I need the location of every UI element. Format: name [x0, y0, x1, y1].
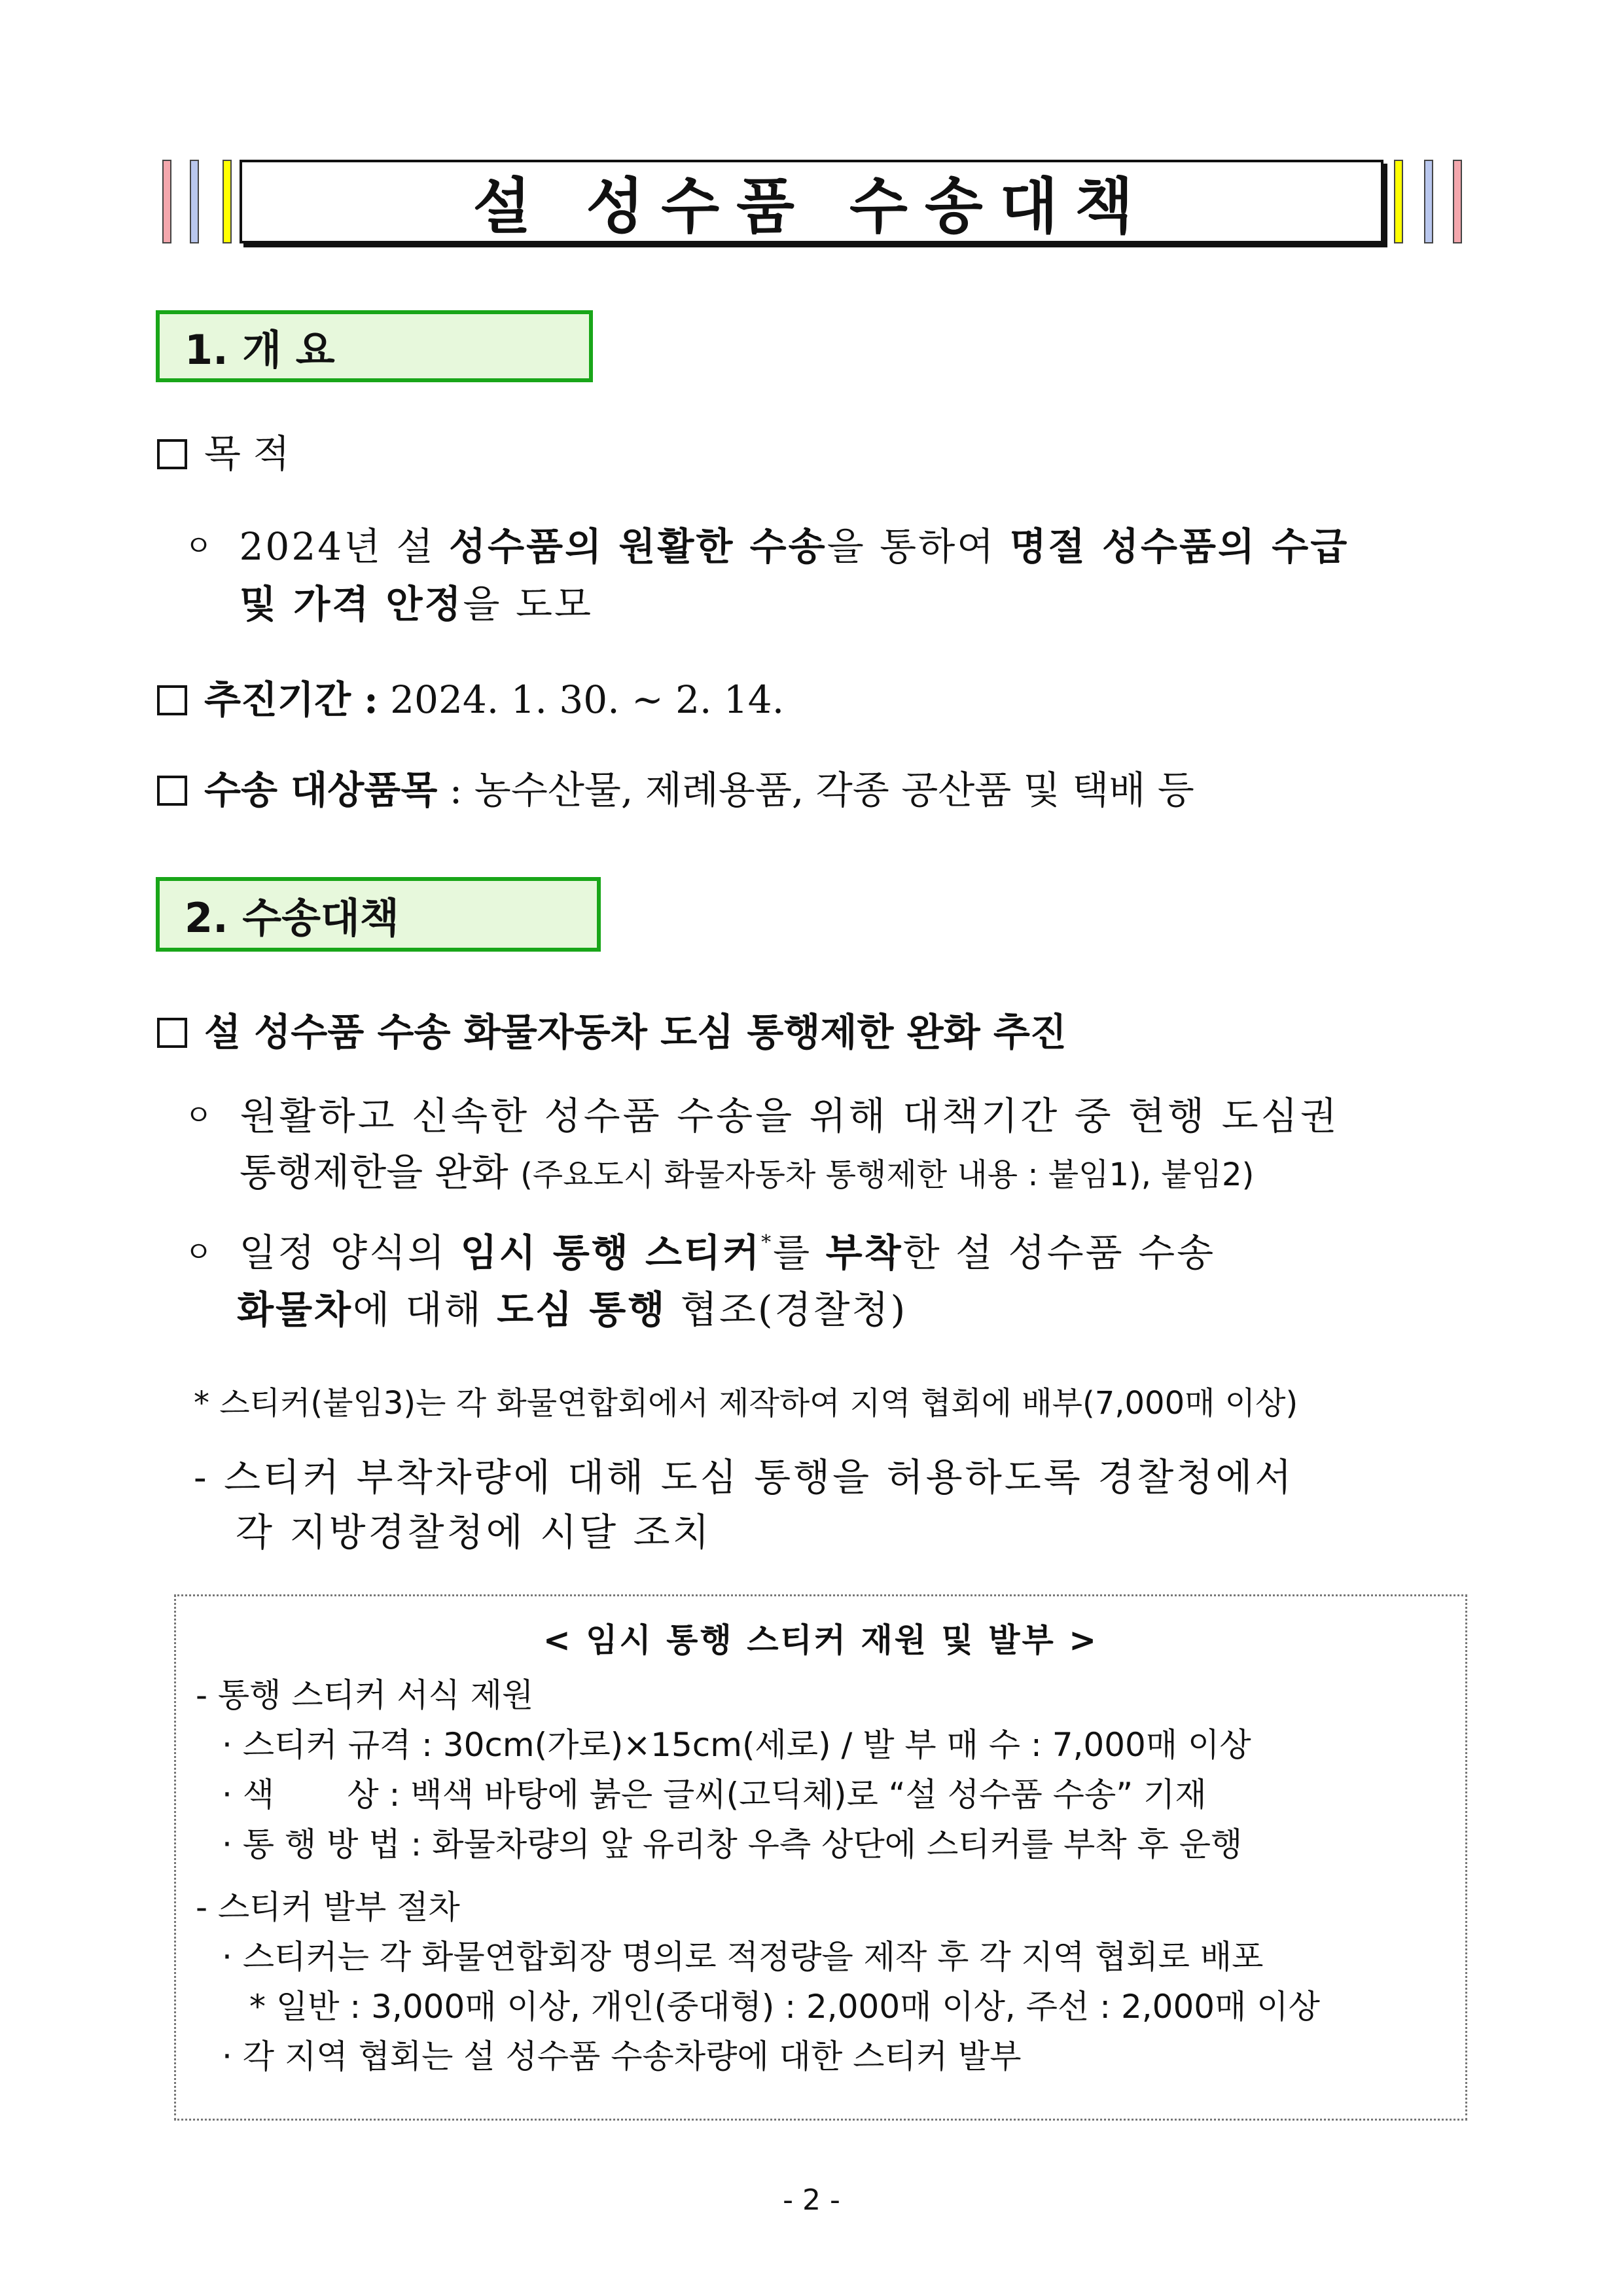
purpose-line-1: ㅇ 2024년 설 성수품의 원활한 수송을 통하여 명절 성수품의 수급	[185, 524, 1349, 569]
section-1-heading: 1. 개 요	[156, 310, 593, 382]
checkbox-square-icon	[157, 685, 187, 715]
dash-line-1: - 스티커 부착차량에 대해 도심 통행을 허용하도록 경찰청에서	[194, 1455, 1294, 1499]
sticker-info-box	[174, 1594, 1467, 2121]
spec-header: - 통행 스티커 서식 제원	[196, 1676, 534, 1714]
sticker-footnote: * 스티커(붙임3)는 각 화물연합회에서 제작하여 지역 협회에 배부(7,000매 이상)	[194, 1385, 1298, 1422]
spec-line-size: · 스티커 규격 : 30cm(가로)×15cm(세로) / 발 부 매 수 : 7,000매 이상	[222, 1726, 1251, 1764]
title-decoration-left-blue	[190, 160, 199, 243]
bullet-2-line-2: 화물차에 대해 도심 통행 협조(경찰청)	[237, 1287, 908, 1332]
title-decoration-left-yellow	[223, 160, 232, 243]
spec-line-method: · 통 행 방 법 : 화물차량의 앞 유리창 우측 상단에 스티커를 부착 후 운행	[222, 1825, 1243, 1863]
purpose-line-2: 및 가격 안정을 도모	[240, 582, 594, 626]
document-title: 설 성수품 수송대책	[240, 160, 1383, 243]
title-decoration-right-blue	[1424, 160, 1433, 243]
items-line: 수송 대상품목 : 농수산물, 제례용품, 각종 공산품 및 택배 등	[157, 771, 1194, 809]
section-2-heading: 2. 수송대책	[156, 877, 601, 952]
bullet-1-line-1: ㅇ 원활하고 신속한 성수품 수송을 위해 대책기간 중 현행 도심권	[185, 1094, 1340, 1138]
checkbox-square-icon	[157, 439, 187, 469]
bullet-2-line-1: ㅇ 일정 양식의 임시 통행 스티커*를 부착한 설 성수품 수송	[185, 1230, 1216, 1275]
bullet-1-line-2: 통행제한을 완화 (주요도시 화물자동차 통행제한 내용 : 붙임1), 붙임2)	[240, 1150, 1255, 1194]
title-decoration-right-yellow	[1394, 160, 1403, 243]
procedure-line-quantities: * 일반 : 3,000매 이상, 개인(중대형) : 2,000매 이상, 주선 : 2,000매 이상	[249, 1988, 1320, 2026]
purpose-heading: 목 적	[157, 435, 290, 473]
box-title: < 임시 통행 스티커 재원 및 발부 >	[543, 1621, 1099, 1659]
page-number: - 2 -	[783, 2183, 840, 2217]
title-decoration-right-pink	[1453, 160, 1462, 243]
dash-line-2: 각 지방경찰청에 시달 조치	[236, 1510, 712, 1554]
checkbox-square-icon	[157, 776, 187, 806]
period-line: 추진기간 : 2024. 1. 30. ~ 2. 14.	[157, 681, 784, 719]
spec-line-color: · 색 상 : 백색 바탕에 붉은 글씨(고딕체)로 “설 성수품 수송” 기재	[222, 1776, 1207, 1814]
procedure-line-distribution: · 스티커는 각 화물연합회장 명의로 적정량을 제작 후 각 지역 협회로 배포	[222, 1938, 1264, 1976]
bullet-circle-icon: ㅇ	[185, 529, 215, 563]
procedure-header: - 스티커 발부 절차	[196, 1888, 460, 1926]
title-decoration-left-pink	[162, 160, 171, 243]
bullet-circle-icon: ㅇ	[185, 1099, 215, 1132]
bullet-circle-icon: ㅇ	[185, 1236, 215, 1269]
procedure-line-issuance: · 각 지역 협회는 설 성수품 수송차량에 대한 스티커 발부	[222, 2037, 1022, 2075]
measure-title: 설 성수품 수송 화물자동차 도심 통행제한 완화 추진	[157, 1013, 1067, 1051]
checkbox-square-icon	[157, 1018, 187, 1048]
